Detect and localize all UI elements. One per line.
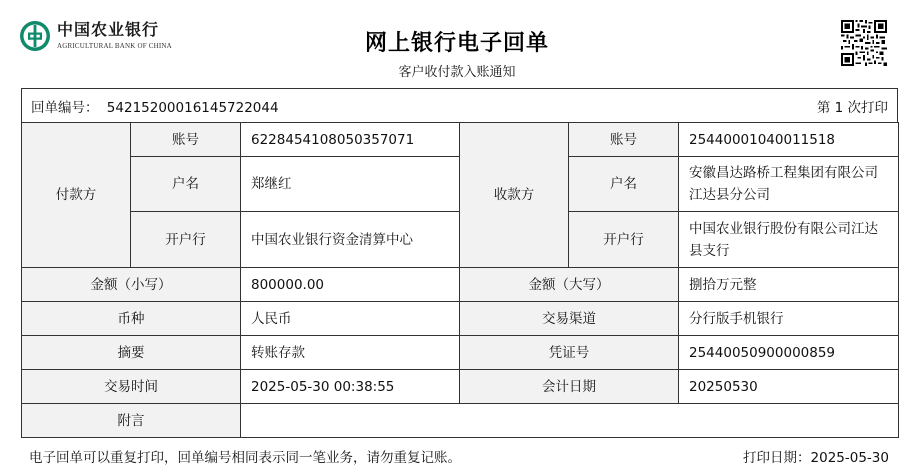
- channel-label: 交易渠道: [460, 302, 679, 336]
- receipt-number-label: 回单编号：: [31, 99, 99, 116]
- table-row: [22, 123, 899, 157]
- payer-bank: 中国农业银行资金清算中心: [241, 212, 460, 268]
- payee-name: 安徽昌达路桥工程集团有限公司江达县分公司: [679, 157, 899, 212]
- transaction-time-label: 交易时间: [22, 370, 241, 404]
- payer-account-label: 账号: [131, 123, 241, 157]
- amount-big-label: 金额（大写）: [460, 268, 679, 302]
- payee-account: 25440001040011518: [679, 123, 899, 157]
- payee-section-label: 收款方: [460, 123, 569, 268]
- receipt-number: 54215200016145722044: [106, 99, 279, 116]
- table-row: [22, 268, 899, 302]
- accounting-date: 20250530: [679, 370, 899, 404]
- qr-code-icon: [841, 20, 887, 66]
- payee-name-label: 户名: [569, 157, 679, 212]
- summary: 转账存款: [241, 336, 460, 370]
- footer-note: 电子回单可以重复打印，回单编号相同表示同一笔业务，请勿重复记账。: [29, 450, 461, 466]
- page-title: 网上银行电子回单: [364, 31, 549, 56]
- table-row: [22, 336, 899, 370]
- summary-label: 摘要: [22, 336, 241, 370]
- print-date-label: 打印日期：: [743, 450, 811, 466]
- bank-name-en: AGRICULTURAL BANK OF CHINA: [57, 42, 172, 50]
- channel: 分行版手机银行: [679, 302, 899, 336]
- bank-name-cn: 中国农业银行: [57, 20, 160, 39]
- table-row: [22, 302, 899, 336]
- table-row: [22, 404, 899, 438]
- payer-name-label: 户名: [131, 157, 241, 212]
- accounting-date-label: 会计日期: [460, 370, 679, 404]
- table-row: [22, 370, 899, 404]
- print-date: 2025-05-30: [810, 450, 889, 466]
- amount-small: 800000.00: [241, 268, 460, 302]
- receipt-table: [21, 122, 899, 438]
- payee-account-label: 账号: [569, 123, 679, 157]
- receipt-info-row: [21, 88, 898, 123]
- transaction-time: 2025-05-30 00:38:55: [241, 370, 460, 404]
- payer-name: 郑继红: [241, 157, 460, 212]
- print-date-group: [743, 446, 889, 466]
- remark: [241, 404, 899, 438]
- print-count: 第 1 次打印: [816, 99, 888, 116]
- currency: 人民币: [241, 302, 460, 336]
- payee-bank: 中国农业银行股份有限公司江达县支行: [679, 212, 899, 268]
- payer-bank-label: 开户行: [131, 212, 241, 268]
- remark-label: 附言: [22, 404, 241, 438]
- amount-small-label: 金额（小写）: [22, 268, 241, 302]
- amount-big: 捌拾万元整: [679, 268, 899, 302]
- currency-label: 币种: [22, 302, 241, 336]
- voucher-number: 25440050900000859: [679, 336, 899, 370]
- receipt-number-group: [31, 96, 279, 116]
- payee-bank-label: 开户行: [569, 212, 679, 268]
- voucher-label: 凭证号: [460, 336, 679, 370]
- payer-section-label: 付款方: [22, 123, 131, 268]
- payer-account: 6228454108050357071: [241, 123, 460, 157]
- page-subtitle: 客户收付款入账通知: [398, 65, 516, 80]
